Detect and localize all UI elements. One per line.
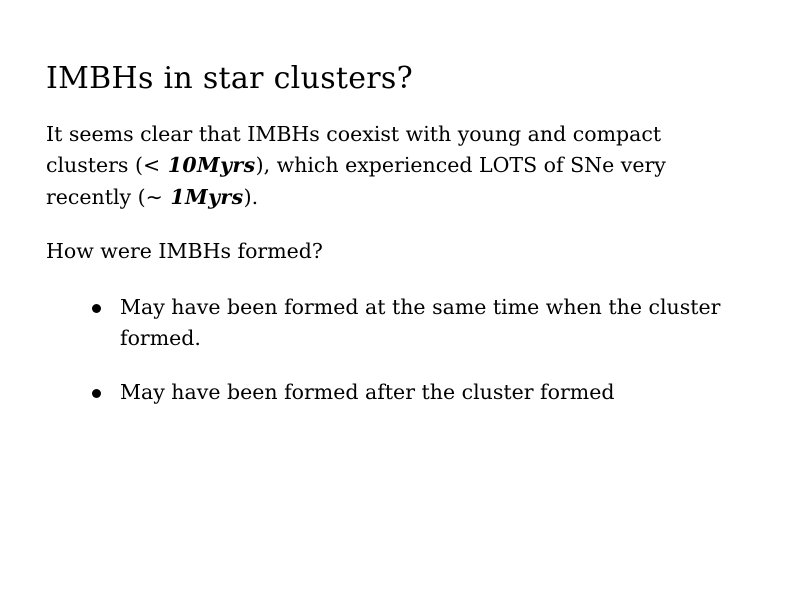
intro-text-part3: ). xyxy=(243,185,259,210)
intro-text-part2: ), which experienced LOTS of SNe very recently ( xyxy=(46,153,666,210)
slide-title: IMBHs in star clusters? xyxy=(46,61,414,96)
list-item: May have been formed after the cluster formed xyxy=(92,377,730,409)
bullet-list xyxy=(46,292,730,409)
question-paragraph: How were IMBHs formed? xyxy=(46,238,323,263)
intro-text-part1: It seems clear that IMBHs coexist with young and compact clusters ( xyxy=(46,121,662,178)
math-expression-10myrs: 10Myrs xyxy=(160,153,256,178)
tilde-symbol: ∼ xyxy=(145,185,163,210)
math-expression-1myrs: 1Myrs xyxy=(162,185,244,210)
intro-paragraph xyxy=(46,119,716,214)
list-item: May have been formed at the same time when the cluster formed. xyxy=(92,292,730,356)
less-than-symbol: < xyxy=(142,153,161,178)
